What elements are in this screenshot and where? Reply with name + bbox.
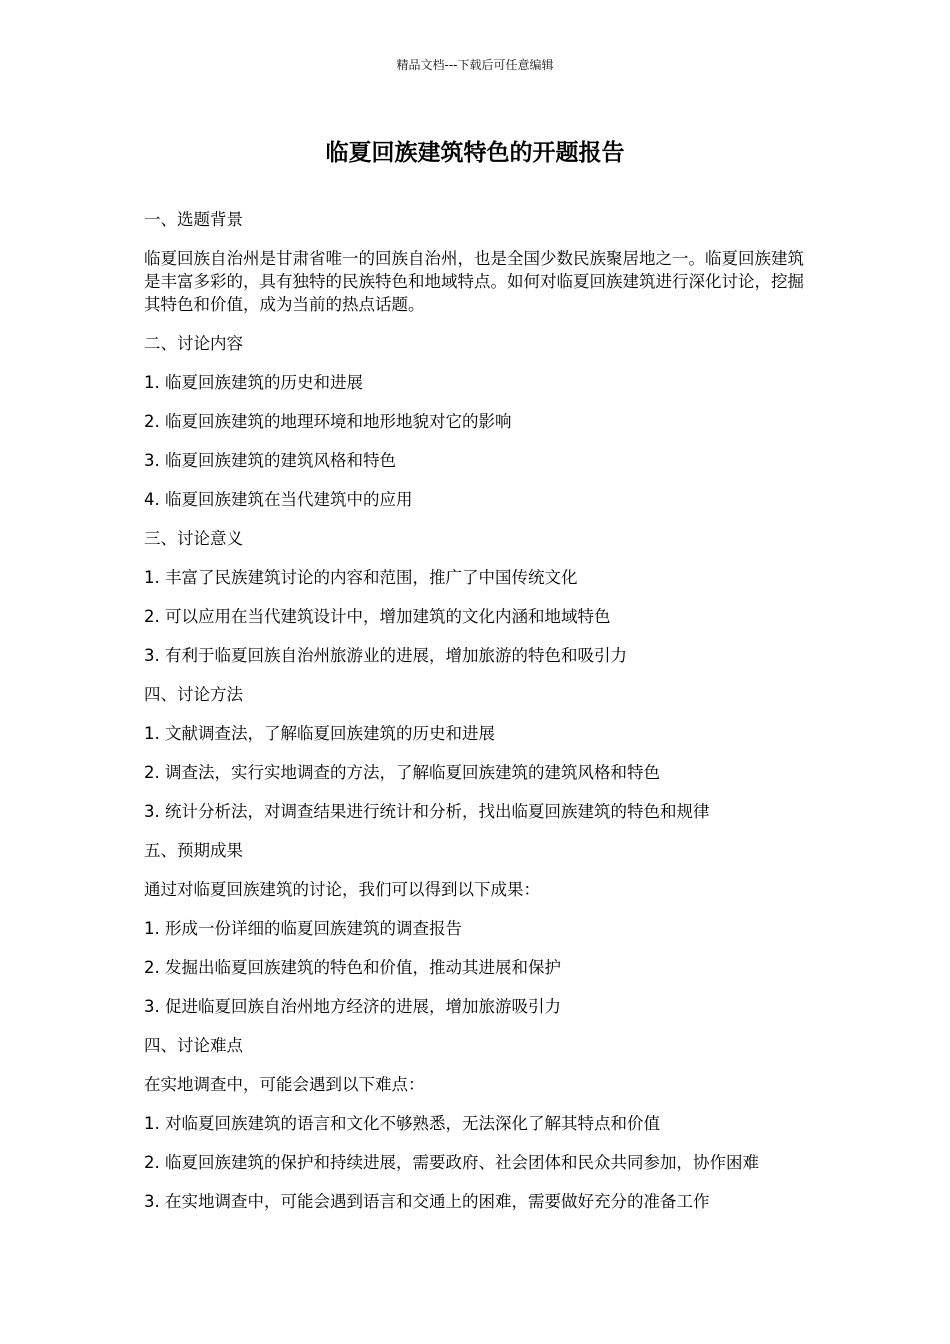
difficulties-intro: 在实地调查中，可能会遇到以下难点：	[144, 1075, 425, 1094]
list-item: 3. 在实地调查中，可能会遇到语言和交通上的困难，需要做好充分的准备工作	[144, 1192, 710, 1211]
list-item: 2. 临夏回族建筑的地理环境和地形地貌对它的影响	[144, 412, 512, 431]
background-paragraph: 临夏回族自治州是甘肃省唯一的回族自治州，也是全国少数民族聚居地之一。临夏回族建筑是丰富多彩的，具有独特的民族特色和地域特点。如何对临夏回族建筑进行深化讨论，挖掘其特色和价值，成为当前的热点话题。	[144, 249, 804, 314]
list-item: 1. 形成一份详细的临夏回族建筑的调查报告	[144, 919, 462, 938]
list-item: 1. 文献调查法，了解临夏回族建筑的历史和进展	[144, 724, 495, 743]
list-item: 1. 临夏回族建筑的历史和进展	[144, 373, 363, 392]
list-item: 3. 临夏回族建筑的建筑风格和特色	[144, 451, 396, 470]
section-heading-background: 一、选题背景	[144, 210, 243, 229]
list-item: 3. 有利于临夏回族自治州旅游业的进展，增加旅游的特色和吸引力	[144, 646, 627, 665]
list-item: 2. 可以应用在当代建筑设计中，增加建筑的文化内涵和地域特色	[144, 607, 611, 626]
document-body	[144, 208, 808, 1229]
document-title: 临夏回族建筑特色的开题报告	[325, 140, 625, 166]
list-item: 4. 临夏回族建筑在当代建筑中的应用	[144, 490, 413, 509]
section-heading-significance: 三、讨论意义	[144, 529, 243, 548]
list-item: 3. 促进临夏回族自治州地方经济的进展，增加旅游吸引力	[144, 997, 561, 1016]
list-item: 1. 对临夏回族建筑的语言和文化不够熟悉，无法深化了解其特点和价值	[144, 1114, 660, 1133]
section-heading-outcomes: 五、预期成果	[144, 841, 243, 860]
list-item: 3. 统计分析法，对调查结果进行统计和分析，找出临夏回族建筑的特色和规律	[144, 802, 710, 821]
list-item: 2. 调查法，实行实地调查的方法，了解临夏回族建筑的建筑风格和特色	[144, 763, 660, 782]
list-item: 2. 临夏回族建筑的保护和持续进展，需要政府、社会团体和民众共同参加，协作困难	[144, 1153, 759, 1172]
section-heading-methods: 四、讨论方法	[144, 685, 243, 704]
section-heading-difficulties: 四、讨论难点	[144, 1036, 243, 1055]
outcomes-intro: 通过对临夏回族建筑的讨论，我们可以得到以下成果：	[144, 880, 540, 899]
list-item: 1. 丰富了民族建筑讨论的内容和范围，推广了中国传统文化	[144, 568, 578, 587]
list-item: 2. 发掘出临夏回族建筑的特色和价值，推动其进展和保护	[144, 958, 561, 977]
header-note: 精品文档---下载后可任意编辑	[396, 58, 554, 72]
section-heading-content: 二、讨论内容	[144, 334, 243, 353]
